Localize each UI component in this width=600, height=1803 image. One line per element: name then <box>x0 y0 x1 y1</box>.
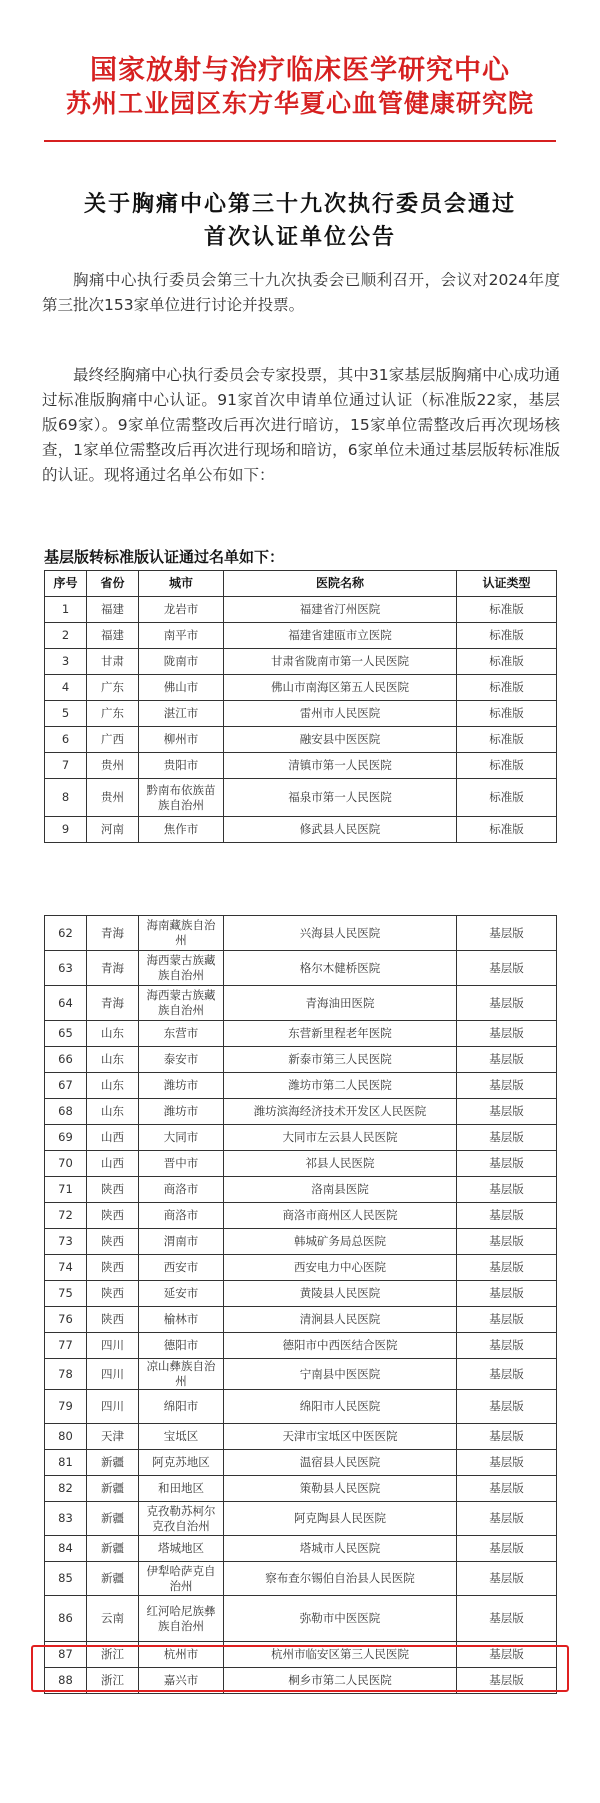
cell-cert-type: 基层版 <box>457 1047 557 1073</box>
cell-city: 凉山彝族自治州 <box>139 1359 224 1390</box>
cell-province: 浙江 <box>87 1668 139 1694</box>
cell-index: 85 <box>45 1562 87 1596</box>
cell-province: 广东 <box>87 701 139 727</box>
table-row <box>45 1073 557 1099</box>
cell-city: 贵阳市 <box>139 753 224 779</box>
cell-province: 山西 <box>87 1125 139 1151</box>
cell-cert-type: 基层版 <box>457 1450 557 1476</box>
cell-cert-type: 标准版 <box>457 753 557 779</box>
cell-cert-type: 标准版 <box>457 701 557 727</box>
cell-hospital: 商洛市商州区人民医院 <box>224 1203 457 1229</box>
cell-cert-type: 基层版 <box>457 1151 557 1177</box>
cell-index: 66 <box>45 1047 87 1073</box>
header-hospital: 医院名称 <box>224 571 457 597</box>
cell-hospital: 福泉市第一人民医院 <box>224 779 457 817</box>
table-row <box>45 1536 557 1562</box>
cell-city: 和田地区 <box>139 1476 224 1502</box>
cell-city: 红河哈尼族彝族自治州 <box>139 1596 224 1642</box>
cell-province: 陕西 <box>87 1177 139 1203</box>
table-row <box>45 753 557 779</box>
cell-hospital: 绵阳市人民医院 <box>224 1390 457 1424</box>
table-row <box>45 1255 557 1281</box>
cell-cert-type: 标准版 <box>457 817 557 843</box>
cell-hospital: 大同市左云县人民医院 <box>224 1125 457 1151</box>
cell-hospital: 格尔木健桥医院 <box>224 951 457 986</box>
cell-hospital: 温宿县人民医院 <box>224 1450 457 1476</box>
cell-city: 柳州市 <box>139 727 224 753</box>
cell-province: 云南 <box>87 1596 139 1642</box>
cell-province: 陕西 <box>87 1255 139 1281</box>
cell-cert-type: 基层版 <box>457 1099 557 1125</box>
list-subtitle: 基层版转标准版认证通过名单如下： <box>44 548 285 566</box>
table-row <box>45 1151 557 1177</box>
cell-index: 73 <box>45 1229 87 1255</box>
cell-cert-type: 基层版 <box>457 1536 557 1562</box>
cell-cert-type: 基层版 <box>457 1021 557 1047</box>
table-row <box>45 1596 557 1642</box>
table-header-row <box>45 571 557 597</box>
cell-hospital: 新泰市第三人民医院 <box>224 1047 457 1073</box>
table-row <box>45 675 557 701</box>
cell-index: 70 <box>45 1151 87 1177</box>
cell-index: 88 <box>45 1668 87 1694</box>
cell-index: 64 <box>45 986 87 1021</box>
cell-province: 陕西 <box>87 1229 139 1255</box>
cell-cert-type: 基层版 <box>457 1359 557 1390</box>
cell-city: 阿克苏地区 <box>139 1450 224 1476</box>
cell-hospital: 策勒县人民医院 <box>224 1476 457 1502</box>
cell-province: 贵州 <box>87 753 139 779</box>
table-row <box>45 1203 557 1229</box>
cell-cert-type: 基层版 <box>457 1229 557 1255</box>
cell-hospital: 德阳市中西医结合医院 <box>224 1333 457 1359</box>
cell-province: 陕西 <box>87 1307 139 1333</box>
cell-index: 63 <box>45 951 87 986</box>
header-index: 序号 <box>45 571 87 597</box>
cell-city: 延安市 <box>139 1281 224 1307</box>
cell-cert-type: 基层版 <box>457 1281 557 1307</box>
cell-hospital: 塔城市人民医院 <box>224 1536 457 1562</box>
cell-province: 青海 <box>87 951 139 986</box>
table-row <box>45 779 557 817</box>
cell-city: 商洛市 <box>139 1203 224 1229</box>
table2-body <box>45 916 557 1694</box>
cell-province: 新疆 <box>87 1562 139 1596</box>
cell-city: 塔城地区 <box>139 1536 224 1562</box>
paragraph-text: 胸痛中心执行委员会第三十九次执委会已顺利召开，会议对2024年度第三批次153家单位进行讨论并投票。 <box>42 271 560 314</box>
table-row <box>45 1047 557 1073</box>
cell-cert-type: 基层版 <box>457 1177 557 1203</box>
cell-province: 福建 <box>87 597 139 623</box>
cell-cert-type: 基层版 <box>457 1390 557 1424</box>
cell-province: 天津 <box>87 1424 139 1450</box>
cell-index: 84 <box>45 1536 87 1562</box>
cell-index: 5 <box>45 701 87 727</box>
cell-city: 海西蒙古族藏族自治州 <box>139 951 224 986</box>
cell-city: 龙岩市 <box>139 597 224 623</box>
cell-cert-type: 基层版 <box>457 1642 557 1668</box>
table-row <box>45 1562 557 1596</box>
cell-city: 海西蒙古族藏族自治州 <box>139 986 224 1021</box>
cell-index: 74 <box>45 1255 87 1281</box>
institution-name-2: 苏州工业园区东方华夏心血管健康研究院 <box>65 89 534 118</box>
cell-city: 湛江市 <box>139 701 224 727</box>
table1-body <box>45 597 557 843</box>
cell-hospital: 弥勒市中医医院 <box>224 1596 457 1642</box>
table-row <box>45 623 557 649</box>
cell-hospital: 甘肃省陇南市第一人民医院 <box>224 649 457 675</box>
cell-city: 泰安市 <box>139 1047 224 1073</box>
cell-province: 四川 <box>87 1359 139 1390</box>
cell-index: 87 <box>45 1642 87 1668</box>
cell-cert-type: 基层版 <box>457 1562 557 1596</box>
cell-city: 潍坊市 <box>139 1073 224 1099</box>
cell-hospital: 融安县中医医院 <box>224 727 457 753</box>
announcement-title-line2: 首次认证单位公告 <box>203 224 396 250</box>
cell-index: 76 <box>45 1307 87 1333</box>
cell-index: 72 <box>45 1203 87 1229</box>
cell-province: 山东 <box>87 1047 139 1073</box>
table-row <box>45 1307 557 1333</box>
cell-province: 贵州 <box>87 779 139 817</box>
cell-index: 6 <box>45 727 87 753</box>
table-row <box>45 1390 557 1424</box>
cell-index: 4 <box>45 675 87 701</box>
cell-province: 四川 <box>87 1390 139 1424</box>
cell-hospital: 东营新里程老年医院 <box>224 1021 457 1047</box>
cell-city: 东营市 <box>139 1021 224 1047</box>
table-row <box>45 1099 557 1125</box>
header-divider <box>44 140 556 142</box>
table-row <box>45 1502 557 1536</box>
cell-city: 晋中市 <box>139 1151 224 1177</box>
cell-cert-type: 基层版 <box>457 1125 557 1151</box>
cell-hospital: 察布查尔锡伯自治县人民医院 <box>224 1562 457 1596</box>
cell-hospital: 桐乡市第二人民医院 <box>224 1668 457 1694</box>
cell-cert-type: 基层版 <box>457 986 557 1021</box>
cell-cert-type: 基层版 <box>457 1073 557 1099</box>
cell-province: 陕西 <box>87 1203 139 1229</box>
table-row <box>45 649 557 675</box>
cell-province: 山西 <box>87 1151 139 1177</box>
cell-hospital: 雷州市人民医院 <box>224 701 457 727</box>
cell-index: 86 <box>45 1596 87 1642</box>
cell-province: 青海 <box>87 986 139 1021</box>
cell-index: 75 <box>45 1281 87 1307</box>
table-row <box>45 1333 557 1359</box>
table-row <box>45 1450 557 1476</box>
cell-province: 山东 <box>87 1099 139 1125</box>
cell-hospital: 清涧县人民医院 <box>224 1307 457 1333</box>
cell-province: 广东 <box>87 675 139 701</box>
cell-hospital: 修武县人民医院 <box>224 817 457 843</box>
cell-cert-type: 标准版 <box>457 727 557 753</box>
cell-province: 山东 <box>87 1073 139 1099</box>
table-row <box>45 986 557 1021</box>
cell-hospital: 潍坊市第二人民医院 <box>224 1073 457 1099</box>
cell-province: 新疆 <box>87 1476 139 1502</box>
table-row <box>45 1177 557 1203</box>
cell-city: 陇南市 <box>139 649 224 675</box>
table-row <box>45 701 557 727</box>
cell-index: 81 <box>45 1450 87 1476</box>
cell-cert-type: 标准版 <box>457 779 557 817</box>
cell-index: 62 <box>45 916 87 951</box>
cell-city: 商洛市 <box>139 1177 224 1203</box>
cell-city: 海南藏族自治州 <box>139 916 224 951</box>
cell-cert-type: 标准版 <box>457 675 557 701</box>
result-paragraph <box>42 363 560 488</box>
cell-city: 绵阳市 <box>139 1390 224 1424</box>
cell-index: 79 <box>45 1390 87 1424</box>
cell-city: 伊犁哈萨克自治州 <box>139 1562 224 1596</box>
table-row <box>45 1125 557 1151</box>
cell-province: 四川 <box>87 1333 139 1359</box>
cell-index: 67 <box>45 1073 87 1099</box>
cell-province: 陕西 <box>87 1281 139 1307</box>
cell-city: 南平市 <box>139 623 224 649</box>
table-row <box>45 1281 557 1307</box>
cell-cert-type: 基层版 <box>457 1476 557 1502</box>
cell-hospital: 杭州市临安区第三人民医院 <box>224 1642 457 1668</box>
announcement-title-line1: 关于胸痛中心第三十九次执行委员会通过 <box>83 191 516 217</box>
cell-cert-type: 基层版 <box>457 1502 557 1536</box>
cell-cert-type: 基层版 <box>457 1668 557 1694</box>
table-row <box>45 1642 557 1668</box>
cell-index: 77 <box>45 1333 87 1359</box>
cell-index: 8 <box>45 779 87 817</box>
cell-index: 7 <box>45 753 87 779</box>
table-row <box>45 951 557 986</box>
cell-province: 河南 <box>87 817 139 843</box>
cell-hospital: 福建省汀州医院 <box>224 597 457 623</box>
cell-city: 黔南布依族苗族自治州 <box>139 779 224 817</box>
header-city: 城市 <box>139 571 224 597</box>
header-province: 省份 <box>87 571 139 597</box>
cell-index: 71 <box>45 1177 87 1203</box>
cell-index: 68 <box>45 1099 87 1125</box>
cell-hospital: 宁南县中医医院 <box>224 1359 457 1390</box>
cell-hospital: 佛山市南海区第五人民医院 <box>224 675 457 701</box>
table-row <box>45 597 557 623</box>
cell-hospital: 福建省建瓯市立医院 <box>224 623 457 649</box>
cell-hospital: 兴海县人民医院 <box>224 916 457 951</box>
institution-name-1: 国家放射与治疗临床医学研究中心 <box>90 55 510 86</box>
cell-city: 嘉兴市 <box>139 1668 224 1694</box>
cell-index: 80 <box>45 1424 87 1450</box>
cell-index: 83 <box>45 1502 87 1536</box>
basic-level-table <box>44 915 557 1694</box>
cell-city: 西安市 <box>139 1255 224 1281</box>
cell-hospital: 黄陵县人民医院 <box>224 1281 457 1307</box>
table-row <box>45 1021 557 1047</box>
cell-cert-type: 基层版 <box>457 1596 557 1642</box>
table-row <box>45 1359 557 1390</box>
cell-city: 德阳市 <box>139 1333 224 1359</box>
cell-index: 78 <box>45 1359 87 1390</box>
cell-cert-type: 标准版 <box>457 649 557 675</box>
cell-province: 甘肃 <box>87 649 139 675</box>
table-row <box>45 1476 557 1502</box>
cell-province: 新疆 <box>87 1502 139 1536</box>
header-cert-type: 认证类型 <box>457 571 557 597</box>
cell-province: 山东 <box>87 1021 139 1047</box>
cell-hospital: 西安电力中心医院 <box>224 1255 457 1281</box>
cell-city: 渭南市 <box>139 1229 224 1255</box>
table-row <box>45 1424 557 1450</box>
cell-city: 克孜勒苏柯尔克孜自治州 <box>139 1502 224 1536</box>
cell-province: 新疆 <box>87 1450 139 1476</box>
cell-index: 1 <box>45 597 87 623</box>
cell-hospital: 青海油田医院 <box>224 986 457 1021</box>
table-row <box>45 1668 557 1694</box>
cell-index: 65 <box>45 1021 87 1047</box>
cell-cert-type: 基层版 <box>457 1255 557 1281</box>
table-row <box>45 1229 557 1255</box>
cell-city: 佛山市 <box>139 675 224 701</box>
cell-province: 福建 <box>87 623 139 649</box>
table-row <box>45 817 557 843</box>
paragraph-text: 最终经胸痛中心执行委员会专家投票，其中31家基层版胸痛中心成功通过标准版胸痛中心认证。91家首次申请单位通过认证（标准版22家，基层版69家）。9家单位需整改后再次进行暗访，15家单位需整改后再次现场核查，1家单位需整改后再次进行现场和暗访，6家单位未通过基层版转标准版的认证。现将通过名单公布如下： <box>42 366 560 484</box>
cell-cert-type: 基层版 <box>457 1307 557 1333</box>
cell-province: 广西 <box>87 727 139 753</box>
standard-upgrade-table <box>44 570 557 843</box>
cell-hospital: 韩城矿务局总医院 <box>224 1229 457 1255</box>
cell-hospital: 阿克陶县人民医院 <box>224 1502 457 1536</box>
cell-province: 浙江 <box>87 1642 139 1668</box>
cell-hospital: 潍坊滨海经济技术开发区人民医院 <box>224 1099 457 1125</box>
cell-cert-type: 标准版 <box>457 597 557 623</box>
cell-city: 杭州市 <box>139 1642 224 1668</box>
cell-city: 大同市 <box>139 1125 224 1151</box>
cell-hospital: 清镇市第一人民医院 <box>224 753 457 779</box>
cell-province: 新疆 <box>87 1536 139 1562</box>
cell-cert-type: 基层版 <box>457 1203 557 1229</box>
cell-hospital: 天津市宝坻区中医医院 <box>224 1424 457 1450</box>
cell-hospital: 祁县人民医院 <box>224 1151 457 1177</box>
cell-index: 2 <box>45 623 87 649</box>
cell-city: 潍坊市 <box>139 1099 224 1125</box>
table-row <box>45 916 557 951</box>
cell-city: 宝坻区 <box>139 1424 224 1450</box>
cell-index: 69 <box>45 1125 87 1151</box>
cell-hospital: 洛南县医院 <box>224 1177 457 1203</box>
cell-cert-type: 基层版 <box>457 1424 557 1450</box>
cell-index: 9 <box>45 817 87 843</box>
cell-index: 3 <box>45 649 87 675</box>
cell-city: 榆林市 <box>139 1307 224 1333</box>
intro-paragraph <box>42 268 560 318</box>
cell-province: 青海 <box>87 916 139 951</box>
cell-city: 焦作市 <box>139 817 224 843</box>
cell-cert-type: 基层版 <box>457 951 557 986</box>
cell-cert-type: 基层版 <box>457 1333 557 1359</box>
cell-cert-type: 标准版 <box>457 623 557 649</box>
cell-cert-type: 基层版 <box>457 916 557 951</box>
table-row <box>45 727 557 753</box>
cell-index: 82 <box>45 1476 87 1502</box>
